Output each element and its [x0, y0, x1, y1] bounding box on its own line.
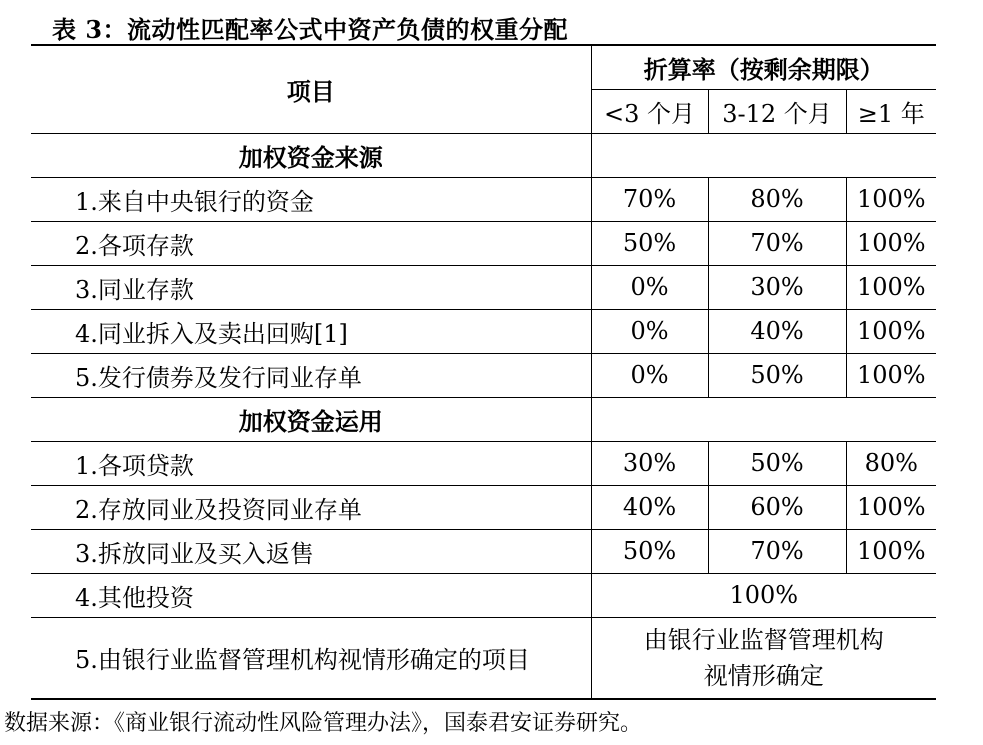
row-label: 2.存放同业及投资同业存单 [31, 485, 591, 529]
section-title: 加权资金来源 [31, 133, 591, 177]
table-row [31, 617, 936, 699]
value-cell: 50% [591, 529, 708, 573]
row-label: 4.其他投资 [31, 573, 591, 617]
table-row [31, 441, 936, 485]
merged-note-cell: 由银行业监督管理机构 视情形确定 [591, 617, 936, 699]
table-row [31, 221, 936, 265]
source-note: 数据来源：《商业银行流动性风险管理办法》，国泰君安证券研究。 [4, 711, 643, 736]
empty-cell [591, 397, 936, 441]
header-term: ≥1 年 [846, 89, 936, 133]
value-cell: 70% [708, 529, 846, 573]
table-row [31, 309, 936, 353]
header-term: 3-12 个月 [708, 89, 846, 133]
value-cell: 100% [846, 177, 936, 221]
value-cell: 0% [591, 353, 708, 397]
header-rate-group: 折算率（按剩余期限） [591, 45, 936, 89]
header-item: 项目 [31, 45, 591, 133]
table-row [31, 265, 936, 309]
value-cell: 100% [846, 265, 936, 309]
value-cell: 100% [846, 485, 936, 529]
header-term: <3 个月 [591, 89, 708, 133]
table-row [31, 353, 936, 397]
value-cell: 40% [591, 485, 708, 529]
value-cell: 70% [708, 221, 846, 265]
table-row [31, 177, 936, 221]
value-cell: 30% [591, 441, 708, 485]
row-label: 3.拆放同业及买入返售 [31, 529, 591, 573]
value-cell: 50% [708, 441, 846, 485]
value-cell: 30% [708, 265, 846, 309]
value-cell: 100% [846, 529, 936, 573]
section-title: 加权资金运用 [31, 397, 591, 441]
value-cell: 0% [591, 265, 708, 309]
value-cell: 0% [591, 309, 708, 353]
value-cell: 50% [708, 353, 846, 397]
table-row [31, 529, 936, 573]
section-row [31, 133, 936, 177]
value-cell: 100% [846, 221, 936, 265]
merged-value-cell: 100% [591, 573, 936, 617]
header-row [31, 45, 936, 89]
value-cell: 70% [591, 177, 708, 221]
section-row [31, 397, 936, 441]
value-cell: 40% [708, 309, 846, 353]
value-cell: 60% [708, 485, 846, 529]
empty-cell [591, 133, 936, 177]
row-label: 2.各项存款 [31, 221, 591, 265]
row-label: 1.各项贷款 [31, 441, 591, 485]
value-cell: 100% [846, 309, 936, 353]
row-label: 3.同业存款 [31, 265, 591, 309]
row-label: 5.由银行业监督管理机构视情形确定的项目 [31, 617, 591, 699]
value-cell: 80% [846, 441, 936, 485]
weight-table [31, 44, 936, 700]
value-cell: 100% [846, 353, 936, 397]
table-row [31, 485, 936, 529]
value-cell: 50% [591, 221, 708, 265]
table-row [31, 573, 936, 617]
row-label: 5.发行债券及发行同业存单 [31, 353, 591, 397]
row-label: 4.同业拆入及卖出回购[1] [31, 309, 591, 353]
row-label: 1.来自中央银行的资金 [31, 177, 591, 221]
value-cell: 80% [708, 177, 846, 221]
table-title: 表 3：流动性匹配率公式中资产负债的权重分配 [52, 15, 569, 44]
